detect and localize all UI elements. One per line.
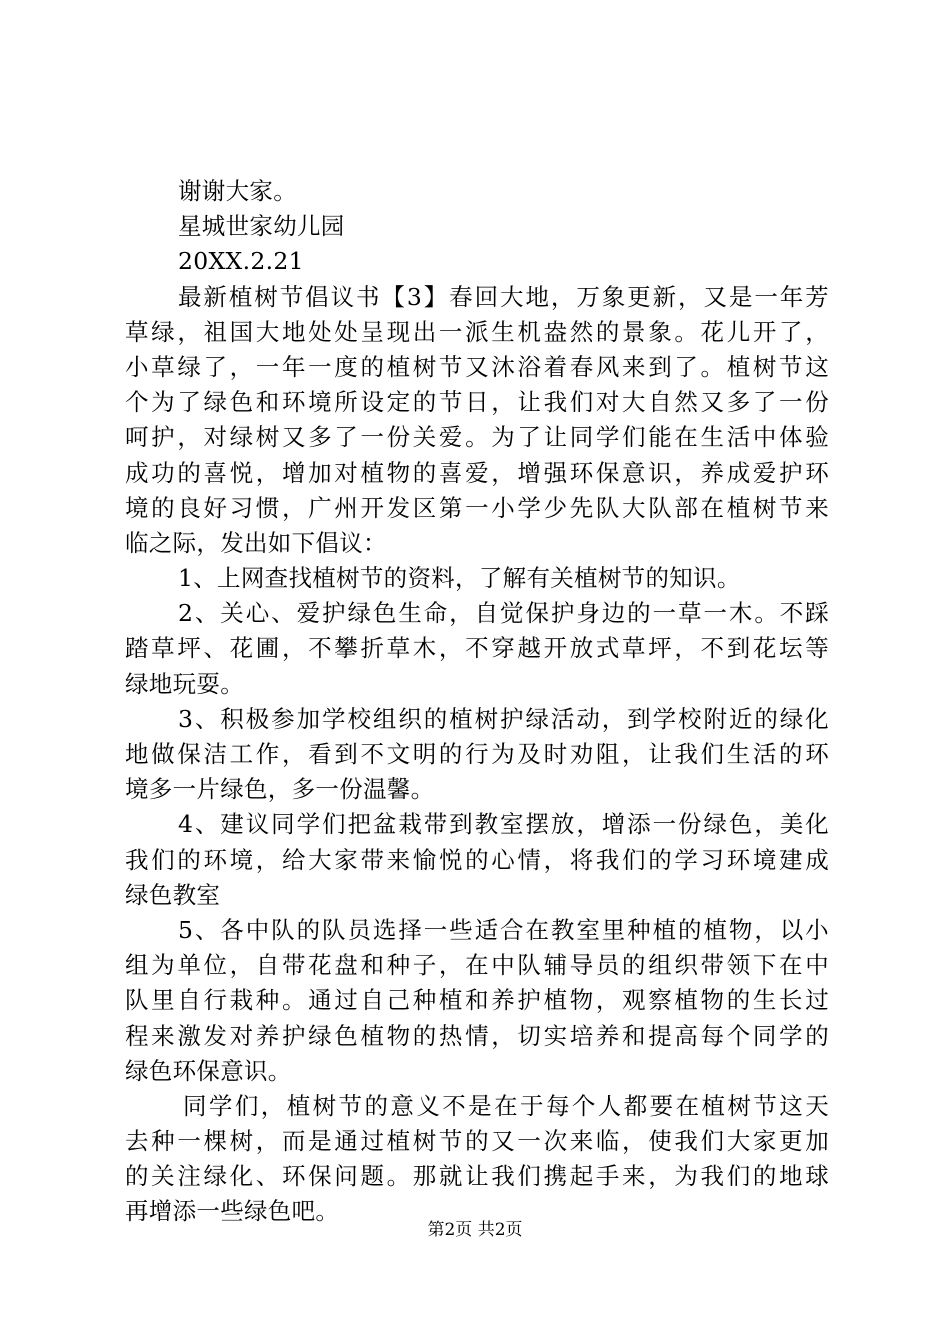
proposal-item-1: 1、上网查找植树节的资料，了解有关植树节的知识。: [178, 564, 741, 593]
proposal-item-4: 4、建议同学们把盆栽带到教室摆放，增添一份绿色，美化: [178, 810, 829, 839]
closing-thanks: 谢谢大家。: [178, 177, 297, 205]
proposal-item-5: 5、各中队的队员选择一些适合在教室里种植的植物，以小: [178, 915, 829, 944]
signature-kindergarten: 星城世家幼儿园: [178, 212, 345, 241]
paragraph-line: 绿地玩耍。: [125, 669, 244, 698]
paragraph-line: 临之际，发出如下倡议：: [125, 528, 387, 557]
paragraph-line: 我们的环境，给大家带来愉悦的心情，将我们的学习环境建成: [125, 845, 829, 874]
paragraph-line: 的关注绿化、环保问题。那就让我们携起手来，为我们的地球: [125, 1162, 829, 1191]
signature-date: 20XX.2.21: [178, 247, 304, 276]
page-number-footer: 第2页 共2页: [427, 1220, 523, 1240]
paragraph-line: 地做保洁工作，看到不文明的行为及时劝阻，让我们生活的环: [125, 740, 829, 768]
paragraph-line: 境多一片绿色，多一份温馨。: [125, 775, 435, 804]
paragraph-line: 绿色教室: [125, 880, 221, 909]
paragraph-line: 踏草坪、花圃，不攀折草木，不穿越开放式草坪，不到花坛等: [125, 634, 829, 663]
paragraph-line: 最新植树节倡议书【3】春回大地，万象更新，又是一年芳: [178, 282, 829, 311]
paragraph-line: 再增添一些绿色吧。: [125, 1197, 340, 1226]
paragraph-line: 小草绿了，一年一度的植树节又沐浴着春风来到了。植树节这: [125, 352, 829, 381]
paragraph-line: 呵护，对绿树又多了一份关爱。为了让同学们能在生活中体验: [125, 423, 829, 452]
paragraph-line: 草绿，祖国大地处处呈现出一派生机盎然的景象。花儿开了，: [125, 317, 829, 346]
paragraph-line: 组为单位，自带花盘和种子，在中队辅导员的组织带领下在中: [125, 951, 829, 980]
proposal-item-3: 3、积极参加学校组织的植树护绿活动，到学校附近的绿化: [178, 704, 829, 733]
paragraph-line: 成功的喜悦，增加对植物的喜爱，增强环保意识，养成爱护环: [125, 458, 829, 487]
paragraph-line: 境的良好习惯，广州开发区第一小学少先队大队部在植树节来: [125, 493, 829, 522]
proposal-item-2: 2、关心、爱护绿色生命，自觉保护身边的一草一木。不踩: [178, 599, 829, 628]
paragraph-line: 队里自行栽种。通过自己种植和养护植物，观察植物的生长过: [125, 986, 829, 1015]
paragraph-line: 绿色环保意识。: [125, 1056, 292, 1085]
document-body: [125, 174, 829, 1230]
paragraph-line: 程来激发对养护绿色植物的热情，切实培养和提高每个同学的: [125, 1021, 829, 1050]
paragraph-line: 去种一棵树，而是通过植树节的又一次来临，使我们大家更加: [125, 1127, 829, 1156]
closing-paragraph: 同学们，植树节的意义不是在于每个人都要在植树节这天: [183, 1091, 829, 1120]
paragraph-line: 个为了绿色和环境所设定的节日，让我们对大自然又多了一份: [125, 388, 829, 417]
